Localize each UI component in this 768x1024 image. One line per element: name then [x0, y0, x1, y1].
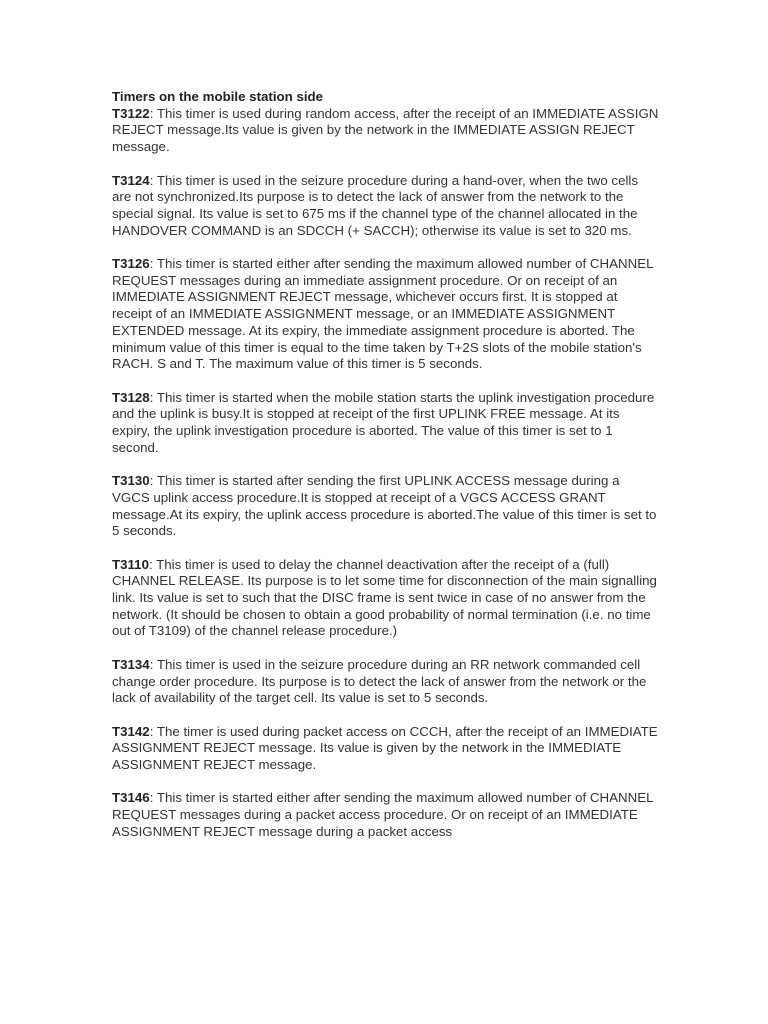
- timer-entry-t3128: T3128: This timer is started when the mobile station starts the uplink investigation procedure and the uplink is busy.It is stopped at receipt of the first UPLINK FREE message. At its expiry, the uplink investigation procedure is aborted. The value of this timer is set to 1 second.: [112, 389, 655, 455]
- timer-name: T3128: [112, 389, 150, 405]
- timer-entry-t3122: T3122: This timer is used during random access, after the receipt of an IMMEDIATE ASSIGN REJECT message.Its value is given by the network in the IMMEDIATE ASSIGN REJECT message.: [112, 105, 659, 155]
- timer-description: This timer is used during random access, after the receipt of an IMMEDIATE ASSIGN REJECT message.Its value is given by the network in the IMMEDIATE ASSIGN REJECT message.: [112, 105, 659, 155]
- timer-name: T3142: [112, 723, 150, 739]
- timer-name: T3126: [112, 256, 150, 271]
- timer-entry-t3146: T3146: This timer is started either after sending the maximum allowed number of CHANNEL REQUEST messages during a packet access procedure. Or on receipt of an IMMEDIATE ASSIGNMENT REJECT message during a packet access: [112, 790, 653, 839]
- timer-description: This timer is started after sending the first UPLINK ACCESS message during a VGCS uplink access procedure.It is stopped at receipt of a VGCS ACCESS GRANT message.At its expiry, the uplink access procedure is aborted.The value of this timer is set to 5 seconds.: [112, 473, 657, 539]
- timer-entry-t3142: T3142: The timer is used during packet access on CCCH, after the receipt of an IMMEDIATE ASSIGNMENT REJECT message. Its value is given by the network in the IMMEDIATE ASSIGNMENT REJECT message.: [112, 723, 658, 773]
- timer-description: This timer is used in the seizure procedure during an RR network commanded cell change order procedure. Its purpose is to detect the lack of answer from the network or the lack of availability of the target cell. Its value is set to 5 seconds.: [112, 656, 647, 706]
- timer-description: This timer is used in the seizure procedure during a hand-over, when the two cells are not synchronized.Its purpose is to detect the lack of answer from the network to the special signal. Its value is set to 675 ms if the channel type of the channel allocated in the HANDOVER COMMAND is an SDCCH (+ SACCH); otherwise its value is set to 320 ms.: [112, 172, 639, 238]
- timer-description: This timer is used to delay the channel deactivation after the receipt of a (full) CHANNEL RELEASE. Its purpose is to let some time for disconnection of the main signalling link. Its value is set to such that the DISC frame is sent twice in case of no answer from the network. (It should be chosen to obtain a good probability of normal termination (i.e. no time out of T3109) of the channel release procedure.): [112, 556, 657, 639]
- document-heading: Timers on the mobile station side: [112, 89, 324, 104]
- timer-name: T3146: [112, 790, 150, 806]
- timer-description: This timer is started when the mobile station starts the uplink investigation procedure and the uplink is busy.It is stopped at receipt of the first UPLINK FREE message. At its expiry, the uplink investigation procedure is aborted. The value of this timer is set to 1 second.: [112, 389, 655, 455]
- timer-name: T3124: [112, 172, 150, 188]
- document-page: [112, 89, 660, 857]
- timer-entry-t3134: T3134: This timer is used in the seizure procedure during an RR network commanded cell change order procedure. Its purpose is to detect the lack of answer from the network or the lack of availability of the target cell. Its value is set to 5 seconds.: [112, 656, 647, 706]
- timer-name: T3134: [112, 656, 150, 672]
- timer-name: T3110: [112, 556, 149, 572]
- timer-description: This timer is started either after sending the maximum allowed number of CHANNEL REQUEST messages during an immediate assignment procedure. Or on receipt of an IMMEDIATE ASSIGNMENT REJECT message, whichever occurs first. It is stopped at receipt of an IMMEDIATE ASSIGNMENT message, or an IMMEDIATE ASSIGNMENT EXTENDED message. At its expiry, the immediate assignment procedure is aborted. The minimum value of this timer is equal to the time taken by T+2S slots of the mobile station's RACH. S and T. The maximum value of this timer is 5 seconds.: [112, 256, 653, 372]
- timer-name: T3122: [112, 105, 150, 121]
- timer-entry-t3124: T3124: This timer is used in the seizure procedure during a hand-over, when the two cells are not synchronized.Its purpose is to detect the lack of answer from the network to the special signal. Its value is set to 675 ms if the channel type of the channel allocated in the HANDOVER COMMAND is an SDCCH (+ SACCH); otherwise its value is set to 320 ms.: [112, 172, 639, 238]
- timer-description: This timer is started either after sending the maximum allowed number of CHANNEL REQUEST messages during a packet access procedure. Or on receipt of an IMMEDIATE ASSIGNMENT REJECT message during a packet access: [112, 790, 653, 839]
- timer-name: T3130: [112, 473, 150, 489]
- timer-entry-t3130: T3130: This timer is started after sending the first UPLINK ACCESS message during a VGCS uplink access procedure.It is stopped at receipt of a VGCS ACCESS GRANT message.At its expiry, the uplink access procedure is aborted.The value of this timer is set to 5 seconds.: [112, 473, 657, 539]
- timer-entry-t3110: T3110: This timer is used to delay the channel deactivation after the receipt of a (full) CHANNEL RELEASE. Its purpose is to let some time for disconnection of the main signalling link. Its value is set to such that the DISC frame is sent twice in case of no answer from the network. (It should be chosen to obtain a good probability of normal termination (i.e. no time out of T3109) of the channel release procedure.): [112, 556, 657, 639]
- timer-description: The timer is used during packet access on CCCH, after the receipt of an IMMEDIATE ASSIGNMENT REJECT message. Its value is given by the network in the IMMEDIATE ASSIGNMENT REJECT message.: [112, 723, 658, 773]
- timer-entry-t3126: T3126: This timer is started either after sending the maximum allowed number of CHANNEL REQUEST messages during an immediate assignment procedure. Or on receipt of an IMMEDIATE ASSIGNMENT REJECT message, whichever occurs first. It is stopped at receipt of an IMMEDIATE ASSIGNMENT message, or an IMMEDIATE ASSIGNMENT EXTENDED message. At its expiry, the immediate assignment procedure is aborted. The minimum value of this timer is equal to the time taken by T+2S slots of the mobile station's RACH. S and T. The maximum value of this timer is 5 seconds.: [112, 256, 653, 372]
